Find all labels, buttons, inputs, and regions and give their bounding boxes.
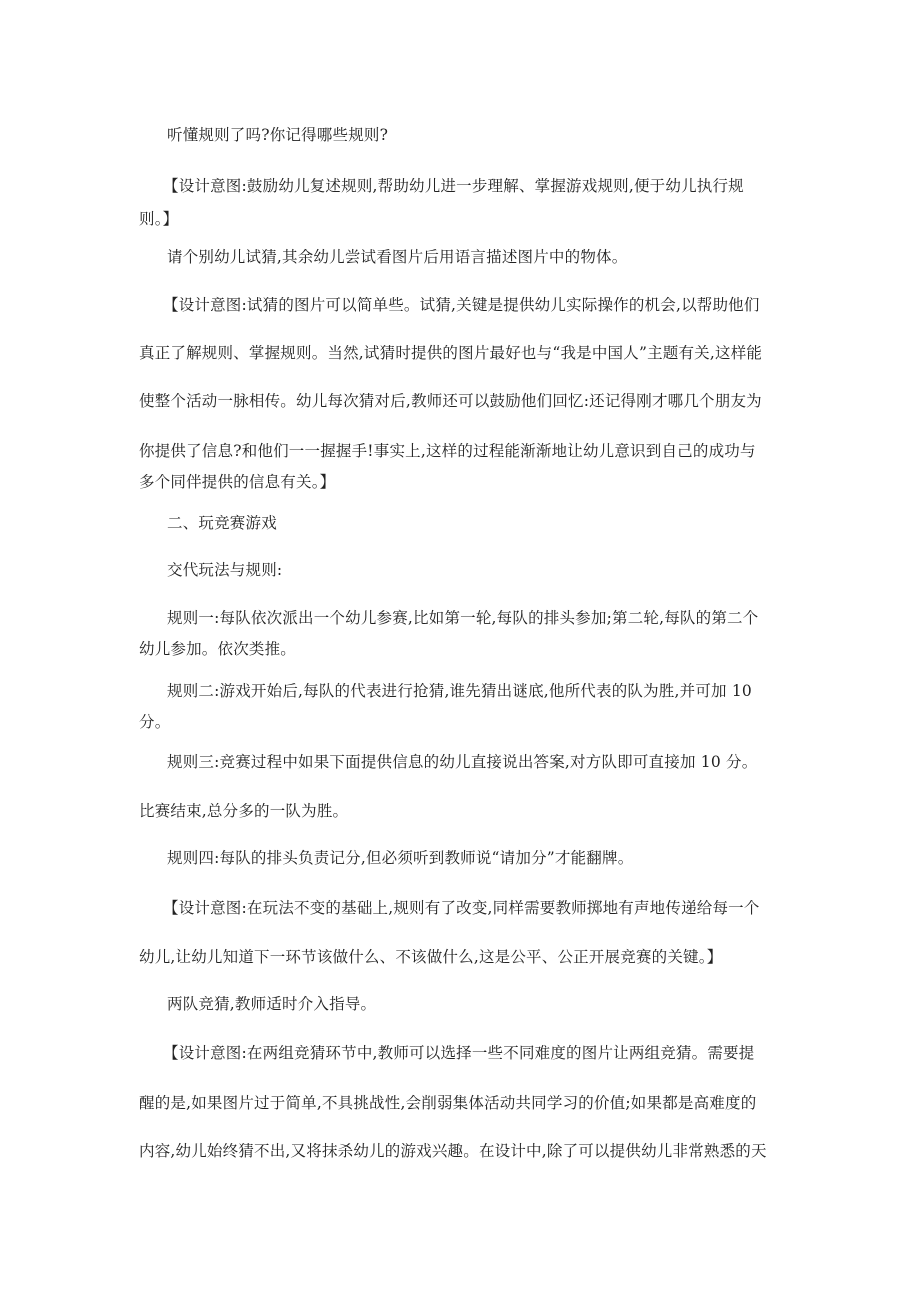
paragraph-design-intent-2 bbox=[139, 294, 789, 493]
text-line: 醒的是,如果图片过于简单,不具挑战性,会削弱集体活动共同学习的价值;如果都是高难度的 bbox=[139, 1094, 757, 1112]
paragraph-rules-intro bbox=[139, 559, 789, 581]
paragraph-team-guess bbox=[139, 993, 789, 1015]
text-line: 交代玩法与规则: bbox=[167, 561, 283, 579]
text-line: 请个别幼儿试猜,其余幼儿尝试看图片后用语言描述图片中的物体。 bbox=[167, 248, 628, 266]
text-line: 规则一:每队依次派出一个幼儿参赛,比如第一轮,每队的排头参加;第二轮,每队的第二个 bbox=[167, 609, 759, 627]
text-line: 规则二:游戏开始后,每队的代表进行抢猜,谁先猜出谜底,他所代表的队为胜,并可加 10 bbox=[167, 682, 752, 700]
text-line: 规则四:每队的排头负责记分,但必须听到教师说“请加分”才能翻牌。 bbox=[167, 849, 634, 867]
text-line: 多个同伴提供的信息有关。】 bbox=[139, 473, 336, 491]
text-line: 幼儿参加。依次类推。 bbox=[139, 640, 297, 658]
text-line: 两队竞猜,教师适时介入指导。 bbox=[167, 995, 377, 1013]
section-heading bbox=[139, 512, 789, 534]
text-line: 幼儿,让幼儿知道下一环节该做什么、不该做什么,这是公平、公正开展竞赛的关键。】 bbox=[139, 948, 723, 966]
text-line: 内容,幼儿始终猜不出,又将抹杀幼儿的游戏兴趣。在设计中,除了可以提供幼儿非常熟悉的天 bbox=[139, 1142, 767, 1160]
text-line: 使整个活动一脉相传。幼儿每次猜对后,教师还可以鼓励他们回忆:还记得刚才哪几个朋友为 bbox=[139, 392, 762, 410]
text-line: 则。】 bbox=[139, 210, 179, 228]
text-line: 【设计意图:鼓励幼儿复述规则,帮助幼儿进一步理解、掌握游戏规则,便于幼儿执行规 bbox=[163, 177, 744, 195]
paragraph-trial-guess bbox=[139, 246, 789, 268]
paragraph-design-intent-4 bbox=[139, 1042, 789, 1162]
paragraph-design-intent-1 bbox=[139, 175, 789, 230]
text-line: 二、玩竞赛游戏 bbox=[167, 514, 277, 532]
text-line: 比赛结束,总分多的一队为胜。 bbox=[139, 802, 349, 820]
text-line: 【设计意图:在两组竞猜环节中,教师可以选择一些不同难度的图片让两组竞猜。需要提 bbox=[163, 1044, 755, 1062]
text-line: 分。 bbox=[139, 713, 171, 731]
paragraph-rule-4 bbox=[139, 847, 789, 869]
paragraph-question bbox=[139, 124, 789, 146]
text-line: 【设计意图:试猜的图片可以简单些。试猜,关键是提供幼儿实际操作的机会,以帮助他们 bbox=[163, 296, 760, 314]
text-line: 听懂规则了吗?你记得哪些规则? bbox=[167, 126, 389, 144]
paragraph-design-intent-3 bbox=[139, 897, 789, 968]
paragraph-rule-2 bbox=[139, 680, 789, 733]
paragraph-rule-3 bbox=[139, 751, 789, 822]
paragraph-rule-1 bbox=[139, 607, 789, 660]
text-line: 真正了解规则、掌握规则。当然,试猜时提供的图片最好也与“我是中国人”主题有关,这样能 bbox=[139, 344, 763, 362]
text-line: 你提供了信息?和他们一一握握手!事实上,这样的过程能渐渐地让幼儿意识到自己的成功与 bbox=[139, 442, 756, 460]
text-line: 【设计意图:在玩法不变的基础上,规则有了改变,同样需要教师掷地有声地传递给每一个 bbox=[163, 899, 760, 917]
text-line: 规则三:竞赛过程中如果下面提供信息的幼儿直接说出答案,对方队即可直接加 10 分。 bbox=[167, 753, 758, 771]
